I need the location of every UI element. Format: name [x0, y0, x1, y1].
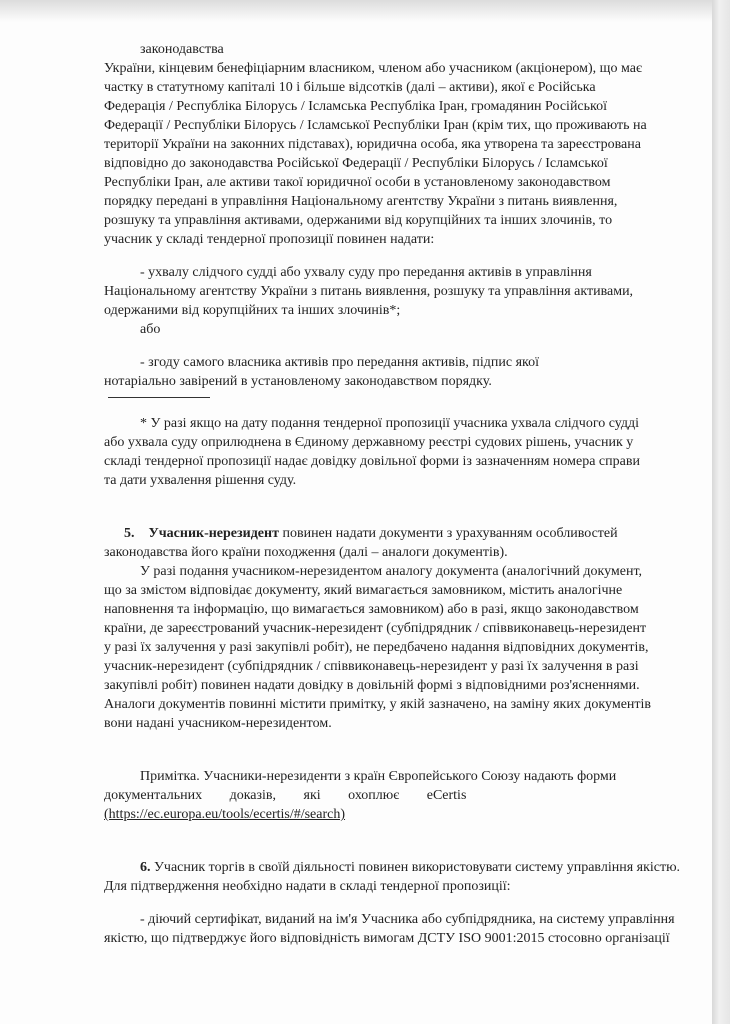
- text-line: якістю, що підтверджує його відповідність вимогам ДСТУ ISO 9001:2015 стосовно організації: [104, 931, 670, 946]
- text-line: порядку передані в управління Національному агентству України з питань виявлення,: [104, 194, 618, 209]
- scan-page-edge: [712, 0, 730, 1024]
- text-line: Примітка. Учасники-нерезиденти з країн Європейського Союзу надають форми: [140, 769, 617, 784]
- text-line: Федерація / Республіка Білорусь / Ісламська Республіка Іран, громадянин Російської: [104, 99, 608, 114]
- text-line: - ухвалу слідчого судді або ухвалу суду про передання активів в управління: [140, 265, 592, 280]
- text-line: учасник-нерезидент (субпідрядник / співвиконавець-нерезидент у разі їх залучення в разі: [104, 659, 639, 674]
- section-number: 6.: [140, 860, 151, 875]
- footnote-separator: [108, 397, 210, 398]
- text-line: учасник у складі тендерної пропозиції повинен надати:: [104, 232, 435, 247]
- document-body: [104, 40, 681, 948]
- text-line: - згоду самого власника активів про передання активів, підпис якої: [140, 355, 539, 370]
- text-line: території України на законних підставах), юридична особа, яка утворена та зареєстрована: [104, 137, 641, 152]
- item-court-ruling: [104, 263, 674, 339]
- text-line: нотаріально завірений в установленому законодавством порядку.: [104, 374, 492, 389]
- text-line: вони надані учасником-нерезидентом.: [104, 716, 332, 731]
- item-owner-consent: [104, 353, 674, 391]
- ecertis-link[interactable]: (https://ec.europa.eu/tools/ecertis/#/search): [104, 807, 346, 822]
- footnote: [104, 414, 674, 490]
- text-fragment: повинен надати документи з урахуванням особливостей: [282, 526, 618, 541]
- section-6: [104, 858, 681, 896]
- text-line: України, кінцевим бенефіціарним власником, членом або учасником (акціонером), що має: [104, 61, 642, 76]
- text-line: Федерації / Республіки Білорусь / Ісламської Республіки Іран (крім тих, що проживають на: [104, 118, 647, 133]
- text-line: країни, де зареєстрований учасник-нерезидент (субпідрядник / співвиконавець-нерезидент: [104, 621, 647, 636]
- bold-term: Учасник-нерезидент: [148, 526, 279, 541]
- section-5: [104, 524, 674, 562]
- text-line: Республіки Іран, але активи такої юридичної особи в установленому законодавством: [104, 175, 611, 190]
- text-line: або ухвала суду оприлюднена в Єдиному державному реєстрі судових рішень, учасник у: [104, 435, 634, 450]
- scan-top-shadow: [0, 0, 712, 22]
- text-line: Національному агентству України з питань виявлення, розшуку та управління активами,: [104, 284, 634, 299]
- text-line: закупівлі робіт) повинен надати довідку в довільній формі з відповідними роз'ясненнями.: [104, 678, 640, 693]
- text-line: * У разі якщо на дату подання тендерної пропозиції учасника ухвала слідчого судді: [140, 416, 640, 431]
- text-line: Для підтвердження необхідно надати в складі тендерної пропозиції:: [104, 879, 511, 894]
- text-line: - діючий сертифікат, виданий на ім'я Учасника або субпідрядника, на систему управління: [140, 912, 675, 927]
- section-5-paragraph: [104, 562, 674, 733]
- text-line: що за змістом відповідає документу, який вимагається замовником, містить аналогічне: [104, 583, 623, 598]
- or-word: або: [140, 322, 161, 337]
- section-6-item: [104, 910, 674, 948]
- text-line: Аналоги документів повинні містити примітку, у якій зазначено, на заміну яких документів: [104, 697, 652, 712]
- text-line: у разі їх залучення у разі закупівлі робіт), не передбачено надання відповідних документів,: [104, 640, 649, 655]
- note-paragraph: [104, 767, 674, 824]
- text-line: складі тендерної пропозиції надає довідку довільної форми із зазначенням номера справи: [104, 454, 640, 469]
- text-line: У разі подання учасником-нерезидентом аналогу документа (аналогічний документ,: [140, 564, 643, 579]
- text-line: наповнення та інформацію, що вимагається замовником) або в разі, якщо законодавством: [104, 602, 639, 617]
- text-line: документальних доказів, які охоплює eCertis: [104, 788, 467, 803]
- text-line: частку в статутному капіталі 10 і більше відсотків (далі – активи), якої є Російська: [104, 80, 596, 95]
- text-line: законодавства його країни походження (далі – аналоги документів).: [104, 545, 508, 560]
- text-fragment: Учасник торгів в своїй діяльності повинен використовувати систему управління якістю.: [154, 860, 681, 875]
- text-line: відповідно до законодавства Російської Федерації / Республіки Білорусь / Ісламської: [104, 156, 608, 171]
- text-line: та дати ухвалення рішення суду.: [104, 473, 297, 488]
- text-line: одержаними від корупційних та інших злочинів*;: [104, 303, 401, 318]
- intro-paragraph: [104, 40, 674, 249]
- first-word: законодавства: [140, 42, 224, 57]
- text-line: розшуку та управління активами, одержаними від корупційних та інших злочинів, то: [104, 213, 613, 228]
- section-number: 5.: [124, 526, 135, 541]
